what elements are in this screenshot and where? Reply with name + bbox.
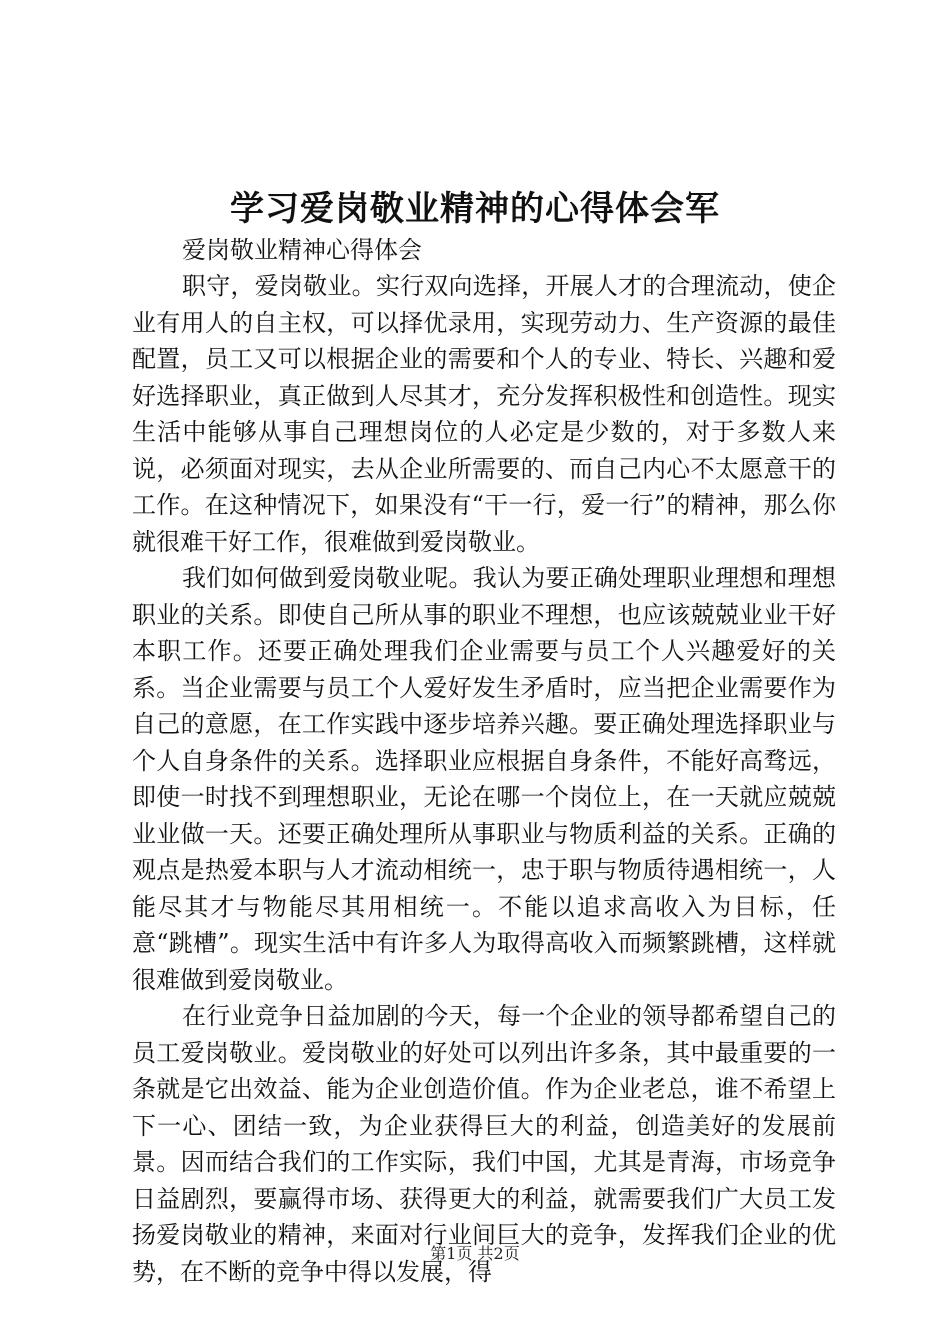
document-title: 学习爱岗敬业精神的心得体会军 (230, 189, 720, 229)
paragraph-2: 我们如何做到爱岗敬业呢。我认为要正确处理职业理想和理想职业的关系。即使自己所从事的职业不理想，也应该兢兢业业干好本职工作。还要正确处理我们企业需要与员工个人兴趣爱好的关系。当企业需要与员工个人爱好发生矛盾时，应当把企业需要作为自己的意愿，在工作实践中逐步培养兴趣。要正确处理选择职业与个人自身条件的关系。选择职业应根据自身条件，不能好高骛远，即使一时找不到理想职业，无论在哪一个岗位上，在一天就应兢兢业业做一天。还要正确处理所从事职业与物质利益的关系。正确的观点是热爱本职与人才流动相统一，忠于职与物质待遇相统一，人能尽其才与物能尽其用相统一。不能以追求高收入为目标，任意“跳槽”。现实生活中有许多人为取得高收入而频繁跳槽，这样就很难做到爱岗敬业。 (132, 564, 836, 994)
document-body (132, 268, 836, 1290)
paragraph-3: 在行业竞争日益加剧的今天，每一个企业的领导都希望自己的员工爱岗敬业。爱岗敬业的好处可以列出许多条，其中最重要的一条就是它出效益、能为企业创造价值。作为企业老总，谁不希望上下一心、团结一致，为企业获得巨大的利益，创造美好的发展前景。因而结合我们的工作实际，我们中国，尤其是青海，市场竞争日益剧烈，要赢得市场、获得更大的利益，就需要我们广大员工发扬爱岗敬业的精神，来面对行业间巨大的竞争，发挥我们企业的优势，在不断的竞争中得以发展，得 (132, 1002, 836, 1286)
paragraph-1: 职守，爱岗敬业。实行双向选择，开展人才的合理流动，使企业有用人的自主权，可以择优录用，实现劳动力、生产资源的最佳配置，员工又可以根据企业的需要和个人的专业、特长、兴趣和爱好选择职业，真正做到人尽其才，充分发挥积极性和创造性。现实生活中能够从事自己理想岗位的人必定是少数的，对于多数人来说，必须面对现实，去从企业所需要的、而自己内心不太愿意干的工作。在这种情况下，如果没有“干一行，爱一行”的精神，那么你就很难干好工作，很难做到爱岗敬业。 (132, 272, 836, 556)
page-number-footer: 第1页 共2页 (430, 1244, 520, 1263)
document-subtitle: 爱岗敬业精神心得体会 (182, 236, 422, 264)
